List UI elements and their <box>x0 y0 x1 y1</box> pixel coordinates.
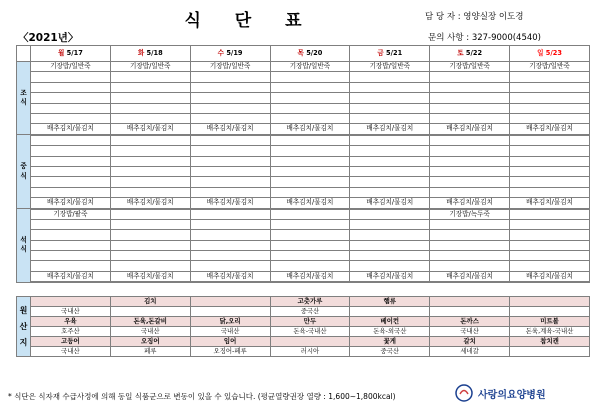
menu-cell <box>350 156 430 166</box>
origin-item-label: 김치 <box>110 297 190 307</box>
day-header-3 <box>270 46 350 62</box>
origin-side-char: 지 <box>19 337 28 347</box>
menu-cell <box>110 187 190 197</box>
origin-row <box>17 327 590 337</box>
day-name: 화 <box>137 48 145 57</box>
menu-cell <box>430 72 510 82</box>
menu-cell: 배추김치/물김치 <box>31 198 111 209</box>
menu-cell <box>110 219 190 229</box>
menu-row <box>17 93 590 103</box>
menu-cell <box>190 261 270 271</box>
origin-item-label: 미트볼 <box>510 317 590 327</box>
menu-cell <box>110 230 190 240</box>
menu-cell <box>190 187 270 197</box>
menu-cell <box>510 113 590 123</box>
meal-label-char: 중 <box>20 162 27 171</box>
menu-cell <box>350 177 430 187</box>
origin-item-label <box>190 297 270 307</box>
origin-item-value: 중국산 <box>270 307 350 317</box>
day-date: 5/20 <box>306 48 323 57</box>
origin-item-label: 오징어 <box>110 337 190 347</box>
origin-item-value: 돈육-국내산 <box>270 327 350 337</box>
menu-cell <box>270 187 350 197</box>
origin-item-value: 오징어-페루 <box>190 347 270 357</box>
menu-cell <box>270 156 350 166</box>
origin-item-value <box>110 307 190 317</box>
menu-cell <box>510 146 590 156</box>
menu-cell <box>350 93 430 103</box>
menu-cell <box>110 261 190 271</box>
menu-cell <box>350 209 430 220</box>
origin-item-value <box>190 307 270 317</box>
menu-cell <box>190 240 270 250</box>
menu-cell <box>270 103 350 113</box>
menu-cell <box>270 177 350 187</box>
menu-cell <box>110 72 190 82</box>
menu-cell <box>190 251 270 261</box>
origin-side-label <box>17 297 31 357</box>
menu-cell <box>350 166 430 176</box>
menu-row <box>17 135 590 146</box>
menu-cell: 배추김치/물김치 <box>510 124 590 135</box>
day-header-2 <box>190 46 270 62</box>
menu-row <box>17 146 590 156</box>
menu-row <box>17 251 590 261</box>
origin-item-label: 돈까스 <box>430 317 510 327</box>
menu-cell <box>350 135 430 146</box>
origin-item-value: 국내산 <box>31 307 111 317</box>
hospital-name: 사랑의요양병원 <box>478 390 546 401</box>
menu-cell: 배추김치/물김치 <box>430 198 510 209</box>
menu-cell <box>31 240 111 250</box>
menu-cell <box>190 230 270 240</box>
menu-cell <box>110 166 190 176</box>
menu-cell <box>350 82 430 92</box>
origin-item-label: 꽃게 <box>350 337 430 347</box>
meal-label-char: 식 <box>20 98 27 107</box>
menu-cell <box>270 82 350 92</box>
day-date: 5/21 <box>386 48 403 57</box>
menu-cell <box>270 230 350 240</box>
menu-cell <box>350 219 430 229</box>
menu-cell <box>270 113 350 123</box>
menu-cell: 배추김치/물김치 <box>190 198 270 209</box>
menu-cell: 배추김치/물김치 <box>110 271 190 282</box>
origin-side-char: 원 <box>19 305 28 315</box>
day-name: 월 <box>57 48 65 57</box>
menu-cell <box>350 187 430 197</box>
origin-item-label: 임어 <box>190 337 270 347</box>
menu-cell: 배추김치/물김치 <box>270 271 350 282</box>
menu-cell: 기장밥/일반죽 <box>350 62 430 72</box>
menu-cell <box>510 251 590 261</box>
menu-cell: 배추김치/물김치 <box>350 271 430 282</box>
menu-cell <box>110 93 190 103</box>
menu-cell: 기장밥/일반죽 <box>430 62 510 72</box>
menu-cell <box>270 166 350 176</box>
menu-cell <box>270 93 350 103</box>
menu-cell <box>110 251 190 261</box>
menu-cell <box>31 135 111 146</box>
day-name: 수 <box>217 48 225 57</box>
menu-cell: 배추김치/물김치 <box>110 124 190 135</box>
menu-cell <box>430 261 510 271</box>
menu-cell <box>31 177 111 187</box>
origin-row <box>17 317 590 327</box>
meal-label-char: 조 <box>20 88 27 97</box>
menu-cell: 배추김치/물김치 <box>190 271 270 282</box>
origin-row <box>17 347 590 357</box>
origin-item-value: 돈육,계육-국내산 <box>510 327 590 337</box>
origin-item-label: 햄류 <box>350 297 430 307</box>
menu-cell <box>31 251 111 261</box>
page-title: 식 단 표 <box>184 11 316 31</box>
menu-cell <box>31 72 111 82</box>
menu-cell: 기장밥/일반죽 <box>510 62 590 72</box>
meal-label <box>17 135 31 209</box>
day-header-1 <box>110 46 190 62</box>
origin-table <box>16 296 590 357</box>
day-date: 5/19 <box>226 48 243 57</box>
menu-cell <box>31 187 111 197</box>
origin-item-label <box>270 337 350 347</box>
menu-cell <box>270 135 350 146</box>
menu-cell <box>31 156 111 166</box>
menu-cell <box>510 82 590 92</box>
menu-cell <box>430 113 510 123</box>
menu-cell <box>430 240 510 250</box>
menu-cell <box>510 156 590 166</box>
origin-item-label: 갈치 <box>430 337 510 347</box>
origin-item-value: 호주산 <box>31 327 111 337</box>
menu-cell <box>190 146 270 156</box>
menu-cell <box>190 82 270 92</box>
origin-item-value: 중국산 <box>350 347 430 357</box>
menu-row <box>17 103 590 113</box>
menu-row <box>17 271 590 282</box>
menu-cell <box>430 230 510 240</box>
origin-item-value: 세네갈 <box>430 347 510 357</box>
origin-item-label <box>510 297 590 307</box>
origin-item-label <box>31 297 111 307</box>
menu-row <box>17 72 590 82</box>
menu-cell <box>110 209 190 220</box>
menu-cell <box>31 166 111 176</box>
menu-cell: 배추김치/물김치 <box>430 124 510 135</box>
menu-cell: 배추김치/물김치 <box>31 124 111 135</box>
origin-item-label: 고등어 <box>31 337 111 347</box>
menu-cell: 배추김치/물김치 <box>510 271 590 282</box>
menu-cell <box>190 166 270 176</box>
meal-label-char: 석 <box>20 235 27 244</box>
menu-cell <box>31 93 111 103</box>
menu-cell <box>270 261 350 271</box>
menu-cell <box>270 72 350 82</box>
menu-cell <box>31 82 111 92</box>
menu-row <box>17 62 590 72</box>
origin-item-value: 국내산 <box>31 347 111 357</box>
hospital-logo-icon <box>455 384 473 402</box>
origin-item-label <box>430 297 510 307</box>
menu-cell <box>270 146 350 156</box>
menu-cell <box>430 251 510 261</box>
menu-cell <box>110 113 190 123</box>
menu-row <box>17 156 590 166</box>
day-header-5 <box>430 46 510 62</box>
menu-cell <box>31 146 111 156</box>
day-header-row <box>17 46 590 62</box>
menu-row <box>17 82 590 92</box>
menu-row <box>17 124 590 135</box>
menu-cell <box>110 240 190 250</box>
day-date: 5/22 <box>465 48 483 57</box>
menu-cell <box>430 219 510 229</box>
menu-cell: 배추김치/물김치 <box>190 124 270 135</box>
origin-item-value: 국내산 <box>430 327 510 337</box>
origin-row <box>17 337 590 347</box>
day-name: 목 <box>297 48 304 57</box>
menu-row <box>17 240 590 250</box>
menu-row <box>17 230 590 240</box>
day-name: 토 <box>457 48 464 57</box>
menu-cell: 배추김치/물김치 <box>510 198 590 209</box>
menu-row <box>17 219 590 229</box>
menu-row <box>17 187 590 197</box>
meal-label-char: 식 <box>20 245 27 254</box>
day-header-6 <box>510 46 590 62</box>
menu-cell <box>190 113 270 123</box>
menu-cell: 배추김치/물김치 <box>270 198 350 209</box>
menu-cell <box>270 219 350 229</box>
menu-cell <box>430 103 510 113</box>
menu-cell <box>270 251 350 261</box>
origin-item-label: 만두 <box>270 317 350 327</box>
origin-row <box>17 297 590 307</box>
menu-cell <box>270 240 350 250</box>
day-name: 일 <box>537 48 544 57</box>
menu-row <box>17 261 590 271</box>
menu-cell: 기장밥/녹두죽 <box>430 209 510 220</box>
menu-cell <box>510 103 590 113</box>
menu-cell: 기장밥/팥죽 <box>31 209 111 220</box>
menu-cell <box>350 113 430 123</box>
origin-item-label: 돈육,돈갈비 <box>110 317 190 327</box>
menu-row <box>17 198 590 209</box>
menu-cell <box>190 135 270 146</box>
origin-item-label: 우육 <box>31 317 111 327</box>
origin-item-label: 베이컨 <box>350 317 430 327</box>
menu-cell <box>510 230 590 240</box>
menu-cell <box>430 156 510 166</box>
menu-row <box>17 177 590 187</box>
menu-cell <box>350 72 430 82</box>
day-header-4 <box>350 46 430 62</box>
menu-cell: 배추김치/물김치 <box>31 271 111 282</box>
menu-cell <box>430 82 510 92</box>
year-label: 〈2021년〉 <box>18 32 79 44</box>
menu-cell <box>510 240 590 250</box>
menu-cell <box>510 93 590 103</box>
menu-cell <box>110 82 190 92</box>
origin-item-value <box>350 307 430 317</box>
menu-cell <box>510 187 590 197</box>
menu-cell: 배추김치/물김치 <box>270 124 350 135</box>
menu-row <box>17 209 590 220</box>
menu-cell <box>430 93 510 103</box>
meal-label-char: 식 <box>20 171 27 180</box>
origin-item-label: 닭,오리 <box>190 317 270 327</box>
menu-cell <box>190 209 270 220</box>
menu-cell <box>190 219 270 229</box>
menu-cell <box>350 146 430 156</box>
menu-cell <box>31 113 111 123</box>
menu-cell: 배추김치/물김치 <box>110 198 190 209</box>
menu-cell: 배추김치/물김치 <box>350 198 430 209</box>
day-header-0 <box>31 46 111 62</box>
menu-cell <box>110 103 190 113</box>
menu-cell <box>430 135 510 146</box>
menu-cell <box>430 187 510 197</box>
origin-item-value: 페루 <box>110 347 190 357</box>
menu-cell: 배추김치/물김치 <box>430 271 510 282</box>
menu-cell <box>350 251 430 261</box>
menu-cell <box>350 103 430 113</box>
menu-cell <box>350 230 430 240</box>
menu-cell <box>31 219 111 229</box>
menu-row <box>17 166 590 176</box>
menu-cell <box>430 166 510 176</box>
inquiry-info: 문의 사항 : 327-9000(4540) <box>428 33 542 43</box>
menu-cell <box>110 156 190 166</box>
origin-item-label: 고춧가루 <box>270 297 350 307</box>
menu-cell <box>190 72 270 82</box>
menu-cell <box>510 261 590 271</box>
menu-cell <box>190 177 270 187</box>
menu-cell <box>31 103 111 113</box>
menu-cell: 기장밥/일반죽 <box>31 62 111 72</box>
menu-cell <box>270 209 350 220</box>
menu-cell <box>350 240 430 250</box>
menu-cell <box>510 166 590 176</box>
origin-item-value <box>510 347 590 357</box>
meal-label <box>17 209 31 283</box>
menu-cell <box>510 72 590 82</box>
menu-cell <box>190 156 270 166</box>
day-date: 5/18 <box>146 48 163 57</box>
menu-cell <box>31 230 111 240</box>
origin-item-label: 참치캔 <box>510 337 590 347</box>
origin-item-value <box>430 307 510 317</box>
origin-side-char: 산 <box>19 321 28 331</box>
origin-item-value: 국내산 <box>190 327 270 337</box>
menu-cell <box>430 146 510 156</box>
origin-item-value: 돈육-외국산 <box>350 327 430 337</box>
menu-cell <box>430 177 510 187</box>
menu-cell <box>510 177 590 187</box>
corner-cell <box>17 46 31 62</box>
menu-cell: 배추김치/물김치 <box>350 124 430 135</box>
origin-item-value <box>510 307 590 317</box>
menu-cell <box>31 261 111 271</box>
day-date: 5/23 <box>545 48 562 57</box>
origin-row <box>17 307 590 317</box>
menu-cell <box>510 219 590 229</box>
manager-info: 담 당 자 : 영양실장 이도경 <box>425 12 524 22</box>
menu-cell: 기장밥/일반죽 <box>270 62 350 72</box>
origin-item-value: 국내산 <box>110 327 190 337</box>
menu-cell <box>350 261 430 271</box>
menu-row <box>17 113 590 123</box>
day-name: 금 <box>377 48 384 57</box>
footer-note: * 식단은 식자재 수급사정에 의해 동일 식품군으로 변동이 있을 수 있습니다. (평균열량권장 열량 : 1,600~1,800kcal) <box>8 392 396 401</box>
menu-cell <box>110 135 190 146</box>
menu-cell: 기장밥/일반죽 <box>190 62 270 72</box>
menu-cell <box>510 209 590 220</box>
day-date: 5/17 <box>66 48 83 57</box>
menu-cell <box>510 135 590 146</box>
menu-cell: 기장밥/일반죽 <box>110 62 190 72</box>
meal-label <box>17 62 31 135</box>
menu-cell <box>190 93 270 103</box>
origin-item-value: 러시아 <box>270 347 350 357</box>
menu-cell <box>190 103 270 113</box>
menu-cell <box>110 146 190 156</box>
menu-table <box>16 45 590 283</box>
menu-cell <box>110 177 190 187</box>
